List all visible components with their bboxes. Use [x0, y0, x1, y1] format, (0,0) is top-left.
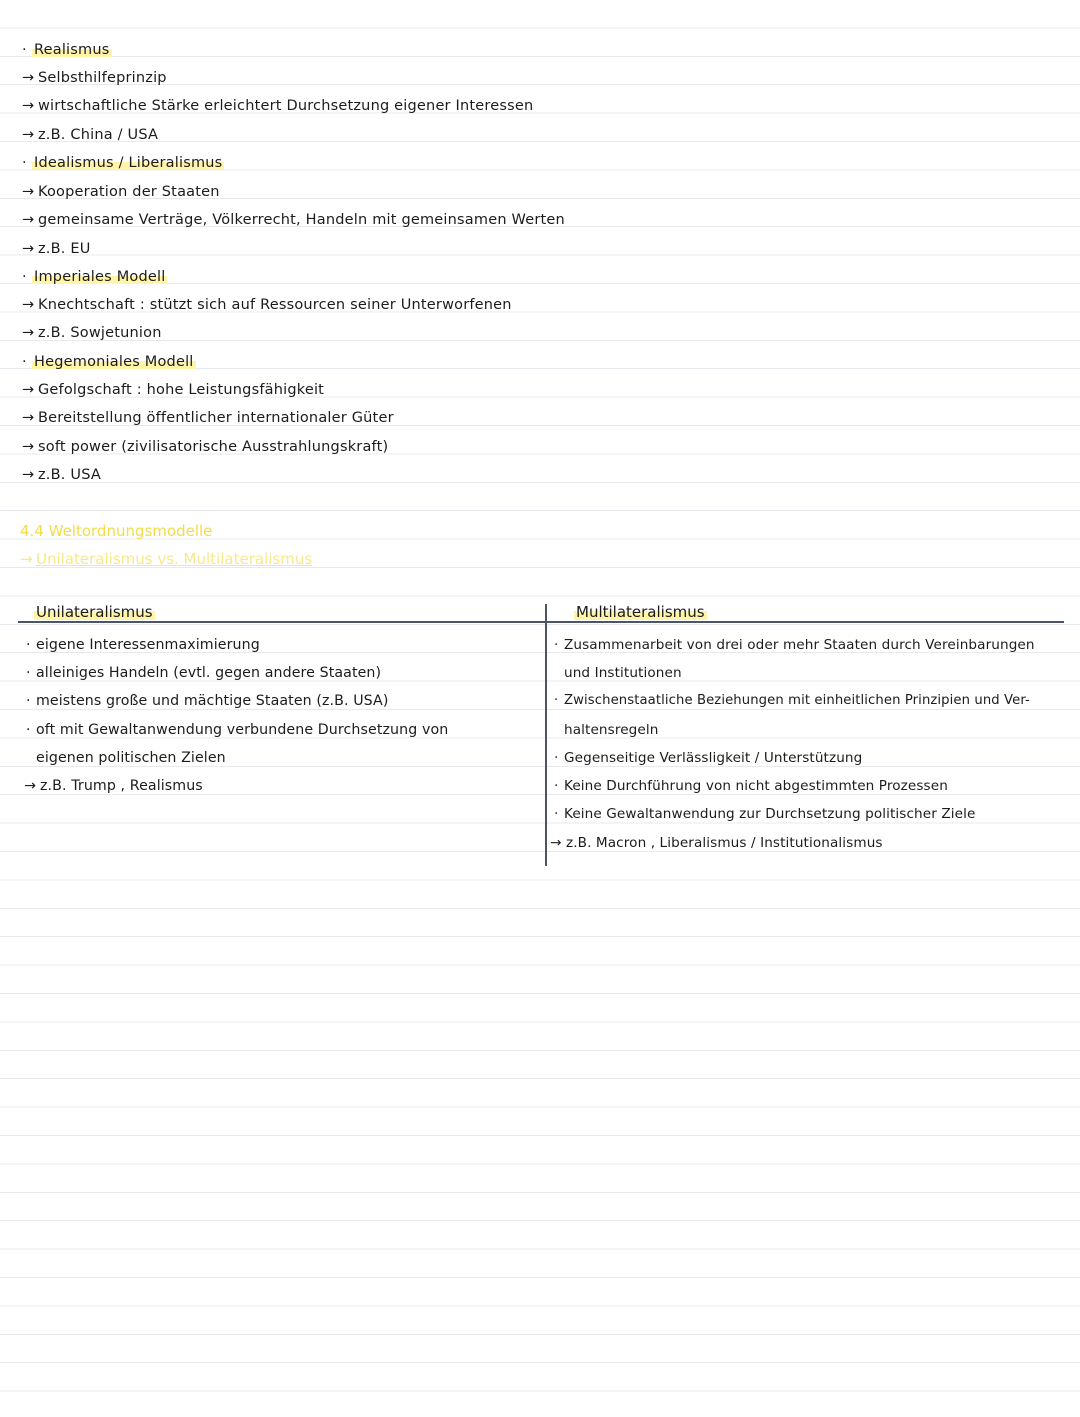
table-cell-left: eigenen politischen Zielen	[36, 750, 226, 766]
table-cell-left: → z.B. Trump , Realismus	[24, 778, 203, 794]
table-cell-right: haltensregeln	[564, 722, 659, 738]
list-item: → z.B. Sowjetunion	[22, 325, 162, 341]
table-cell-right: und Institutionen	[564, 665, 682, 681]
table-cell-right: · Gegenseitige Verlässligkeit / Unterstützung	[554, 750, 863, 766]
list-item: → soft power (zivilisatorische Ausstrahlungskraft)	[22, 439, 389, 455]
table-column-divider	[545, 604, 547, 866]
list-item: → Gefolgschaft : hohe Leistungsfähigkeit	[22, 382, 325, 398]
table-cell-right: · Keine Gewaltanwendung zur Durchsetzung politischer Ziele	[554, 806, 976, 822]
list-item: → z.B. USA	[22, 467, 101, 483]
chapter-heading: 4.4 Weltordnungsmodelle	[20, 522, 213, 540]
section-title-idealismus: · Idealismus / Liberalismus	[22, 155, 223, 171]
table-cell-right: → z.B. Macron , Liberalismus / Institutionalismus	[550, 835, 883, 851]
table-header-multilateralismus: Multilateralismus	[576, 603, 705, 621]
list-item: → z.B. China / USA	[22, 127, 159, 143]
table-cell-left: · oft mit Gewaltanwendung verbundene Durchsetzung von	[26, 722, 449, 738]
section-title-imperiales-modell: · Imperiales Modell	[22, 269, 166, 285]
list-item: → wirtschaftliche Stärke erleichtert Durchsetzung eigener Interessen	[22, 98, 534, 114]
table-cell-right: · Keine Durchführung von nicht abgestimmten Prozessen	[554, 778, 948, 794]
list-item: → Kooperation der Staaten	[22, 184, 220, 200]
section-title-realismus: · Realismus	[22, 42, 110, 58]
table-header-rule	[18, 621, 1064, 623]
list-item: → Selbsthilfeprinzip	[22, 70, 167, 86]
section-title-hegemoniales-modell: · Hegemoniales Modell	[22, 354, 194, 370]
list-item: → gemeinsame Verträge, Völkerrecht, Handeln mit gemeinsamen Werten	[22, 212, 565, 228]
list-item: → Knechtschaft : stützt sich auf Ressourcen seiner Unterworfenen	[22, 297, 512, 313]
table-header-unilateralismus: Unilateralismus	[36, 603, 153, 621]
list-item: → Bereitstellung öffentlicher internationaler Güter	[22, 410, 394, 426]
table-cell-right: · Zusammenarbeit von drei oder mehr Staaten durch Vereinbarungen	[554, 637, 1035, 653]
table-cell-right: · Zwischenstaatliche Beziehungen mit einheitlichen Prinzipien und Ver-	[554, 693, 1030, 708]
table-cell-left: · alleiniges Handeln (evtl. gegen andere Staaten)	[26, 665, 382, 681]
table-cell-left: · eigene Interessenmaximierung	[26, 637, 260, 653]
table-cell-left: · meistens große und mächtige Staaten (z.B. USA)	[26, 693, 389, 709]
chapter-subheading: → Unilateralismus vs. Multilateralismus	[20, 550, 313, 568]
list-item: → z.B. EU	[22, 241, 91, 257]
